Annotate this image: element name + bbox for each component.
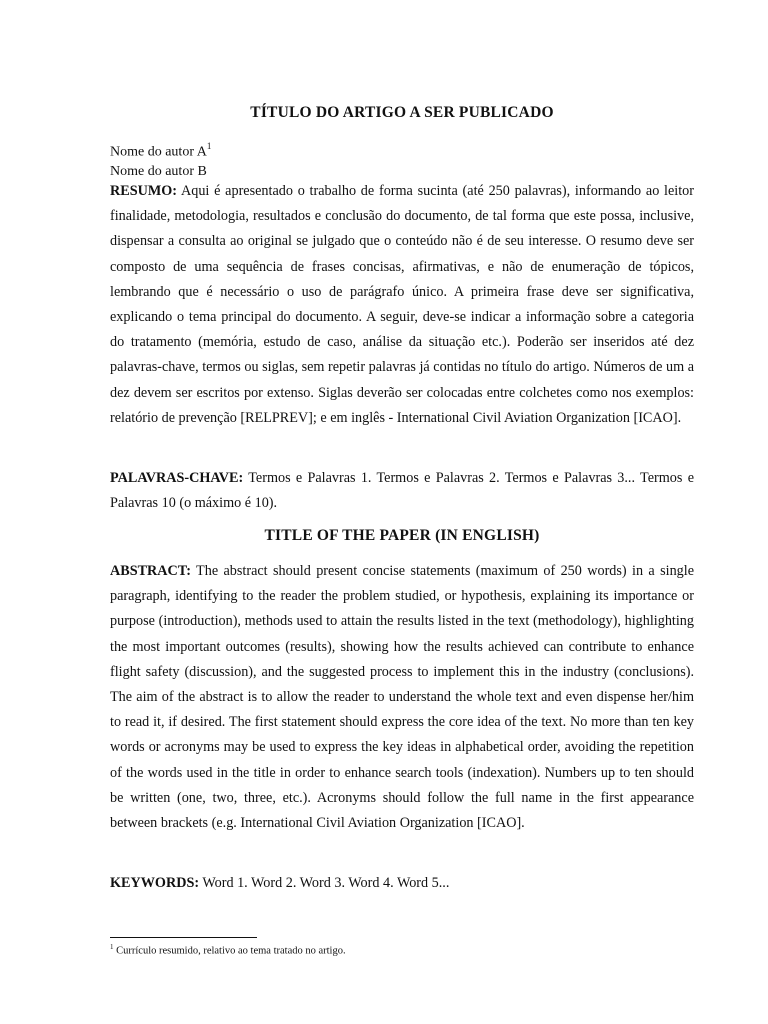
footnote-separator (110, 937, 257, 938)
resumo-text: Aqui é apresentado o trabalho de forma sucinta (até 250 palavras), informando ao leitor finalidade, metodologia, resultados e conclusão do documento, de tal forma que este possa, inclusive, dispensar a consulta ao original se julgado que o conteúdo não é de seu interesse. O resumo deve ser composto de uma sequência de frases concisas, afirmativas, e não de enumeração de tópicos, lembrando que é necessário o uso de parágrafo único. A primeira frase deve ser significativa, explicando o tema principal do documento. A seguir, deve-se indicar a informação sobre a categoria do tratamento (memória, estudo de caso, análise da situação etc.). Poderão ser inseridos até dez palavras-chave, termos ou siglas, sem repetir palavras já contidas no título do artigo. Números de um a dez devem ser escritos por extenso. Siglas deverão ser colocadas entre colchetes como nos exemplos: relatório de prevenção [RELPREV]; e em inglês - International Civil Aviation Organization [ICAO]. (110, 183, 694, 426)
abstract-label: ABSTRACT: (110, 563, 191, 579)
footnote-mark: 1 (110, 943, 114, 951)
keywords-text: Word 1. Word 2. Word 3. Word 4. Word 5... (199, 875, 450, 891)
footnote (110, 940, 346, 959)
abstract-paragraph (110, 559, 694, 836)
author-list (110, 138, 211, 181)
author-a-name: Nome do autor A (110, 144, 207, 160)
resumo-paragraph (110, 179, 694, 431)
keywords-label: KEYWORDS: (110, 875, 200, 891)
palavras-chave-paragraph (110, 466, 694, 516)
palavras-chave-label: PALAVRAS-CHAVE: (110, 470, 244, 486)
document-page (110, 0, 694, 1024)
article-title: TÍTULO DO ARTIGO A SER PUBLICADO (250, 104, 554, 121)
resumo-label: RESUMO: (110, 183, 177, 199)
author-b (110, 162, 211, 181)
author-a-footnote-mark: 1 (206, 141, 212, 151)
abstract-text: The abstract should present concise statements (maximum of 250 words) in a single paragraph, identifying to the reader the problem studied, or hypothesis, explaining its importance or purpose (introduction), methods used to attain the results listed in the text (methodology), highlighting the most important outcomes (results), showing how the results achieved can contribute to enhance flight safety (discussion), and the suggested process to implement this in the industry (conclusions). The aim of the abstract is to allow the reader to understand the whole text and even dispense her/him to read it, if desired. The first statement should express the core idea of the text. No more than ten key words or acronyms may be used to express the key ideas in alphabetical order, avoiding the repetition of the words used in the title in order to enhance search tools (indexation). Numbers up to ten should be written (one, two, three, etc.). Acronyms should follow the full name in the first appearance between brackets (e.g. International Civil Aviation Organization [ICAO]. (110, 563, 694, 832)
footnote-text: Currículo resumido, relativo ao tema tratado no artigo. (113, 945, 346, 957)
keywords-paragraph (110, 871, 694, 896)
english-title: TITLE OF THE PAPER (IN ENGLISH) (264, 527, 540, 544)
author-a (110, 138, 211, 162)
author-b-name: Nome do autor B (110, 163, 207, 179)
palavras-chave-text: Termos e Palavras 1. Termos e Palavras 2. Termos e Palavras 3... Termos e Palavras 10 (o máximo é 10). (110, 470, 694, 512)
